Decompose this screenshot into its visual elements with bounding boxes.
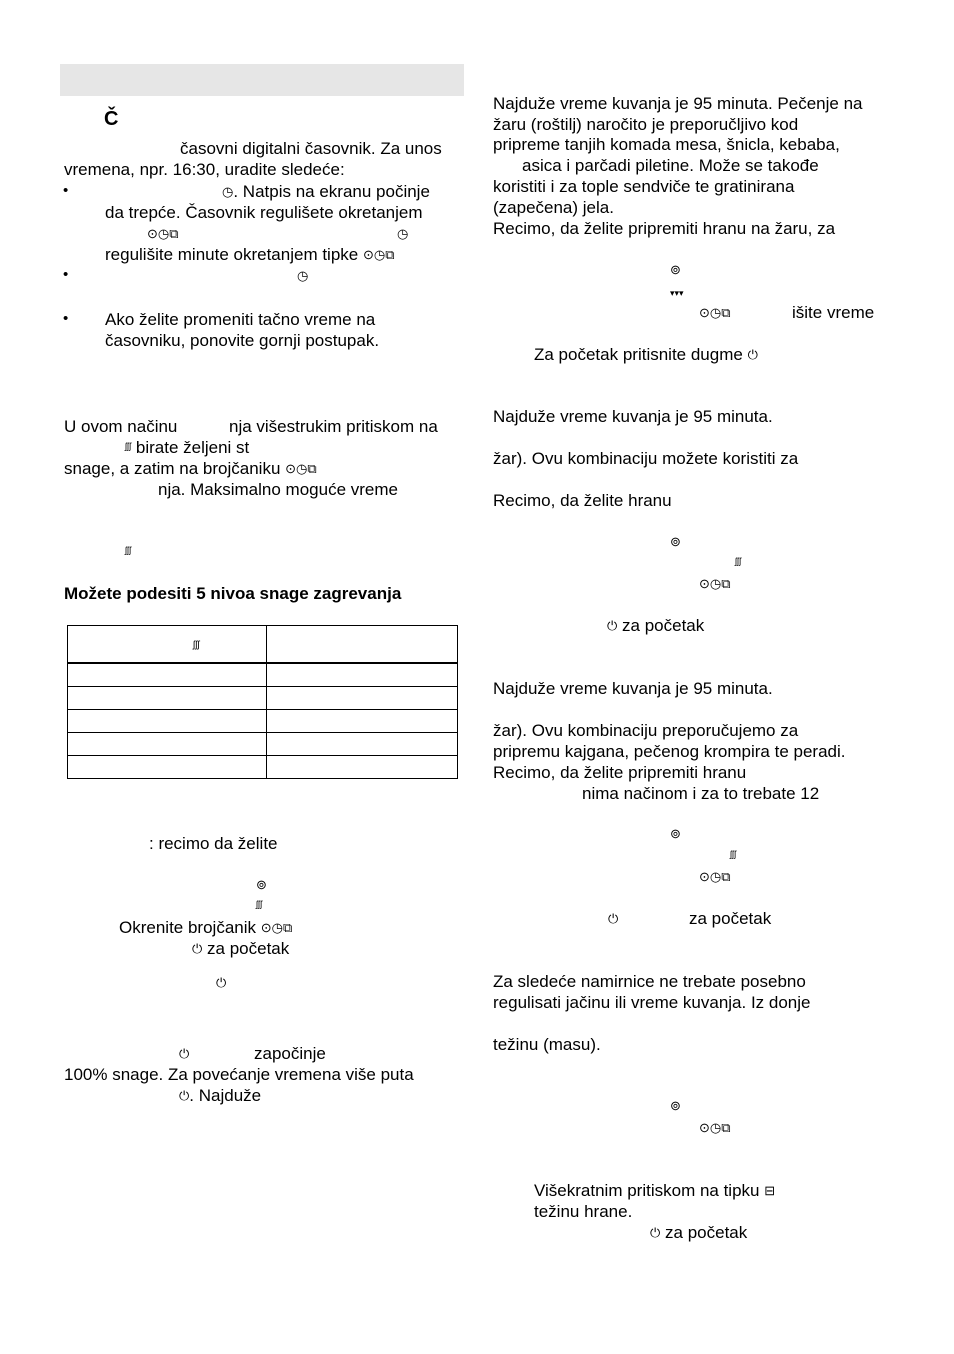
start-icon: ⏻ <box>608 911 619 926</box>
table-header-cell <box>267 626 458 664</box>
dial-icon: ⊙◷⧉ <box>699 305 731 320</box>
auto-line1: Za sledeće namirnice ne trebate posebno <box>493 972 806 991</box>
combi2-line1: Najduže vreme kuvanja je 95 minuta. <box>493 679 773 698</box>
bullet-1-line2: da trepće. Časovnik regulišete okretanjem <box>105 203 423 222</box>
clock-intro-line2: vremena, npr. 16:30, uradite sledeće: <box>64 160 345 179</box>
micro-icon: ⊚ <box>256 877 267 892</box>
grill-line7: Recimo, da želite pripremiti hranu na žaru, za <box>493 219 836 238</box>
bullet-1: • <box>63 182 69 199</box>
micro-icon: ⊚ <box>670 262 681 277</box>
example-line2 <box>256 874 267 895</box>
grill-line6: (zapečena) jela. <box>493 198 614 217</box>
bullet-3-line1: Ako želite promeniti tačno vreme na <box>105 310 376 329</box>
auto-step1 <box>670 1095 681 1116</box>
combi1-line1: Najduže vreme kuvanja je 95 minuta. <box>493 407 773 426</box>
start-icon: ⏻ <box>179 1088 190 1103</box>
bullet-1-line3-b <box>397 223 408 244</box>
clock-icon: ◷ <box>297 268 309 283</box>
start-icon: ⏻ <box>607 618 618 633</box>
combi2-line4: Recimo, da želite pripremiti hranu <box>493 763 747 782</box>
combi1-step4: ⏻ za početak <box>607 616 705 635</box>
combi1-step3 <box>699 573 731 594</box>
start-icon: ⏻ <box>179 1046 190 1061</box>
auto-line3: težinu (masu). <box>493 1035 601 1054</box>
grill-icon: ▾▾▾ <box>670 288 684 298</box>
dial-icon: ⊙◷⧉ <box>699 1120 731 1135</box>
table-row <box>68 710 458 733</box>
clock-icon: ◷ <box>222 184 234 199</box>
power-levels-heading: Možete podesiti 5 nivoa snage zagrevanja <box>64 584 402 603</box>
bullet-1-line4: regulišite minute okretanjem tipke ⊙◷⧉ <box>105 245 395 264</box>
start-icon: ⏻ <box>650 1225 661 1240</box>
table-row <box>68 756 458 779</box>
dial-icon: ⊙◷⧉ <box>699 869 731 884</box>
micro-icon: ⊚ <box>670 826 681 841</box>
heat-icon: ᶴᶴᶴ <box>125 544 132 559</box>
example-line4: Okrenite brojčanik ⊙◷⧉ <box>119 918 293 937</box>
dial-icon: ⊙◷⧉ <box>147 226 179 241</box>
auto-line2: regulisati jačinu ili vreme kuvanja. Iz donje <box>493 993 811 1012</box>
quick-start-line1-icon <box>179 1043 189 1064</box>
grill-step3: išite vreme <box>792 303 875 322</box>
example-line6 <box>216 972 226 993</box>
dial-icon: ⊙◷⧉ <box>362 247 395 262</box>
start-icon: ⏻ <box>192 941 203 956</box>
grill-step2 <box>670 281 684 304</box>
grill-step3-icon <box>699 302 731 323</box>
combi2-step3 <box>699 866 731 887</box>
dial-icon: ⊙◷⧉ <box>699 576 731 591</box>
micro-icon: ⊚ <box>670 534 681 549</box>
bullet-3-line2: časovniku, ponovite gornji postupak. <box>105 331 380 350</box>
grill-step4: Za početak pritisnite dugme ⏻ <box>534 345 758 364</box>
bullet-1-line3 <box>147 223 179 244</box>
example-line3 <box>256 895 262 916</box>
grill-line1: Najduže vreme kuvanja je 95 minuta. Pečenje na <box>493 94 863 113</box>
heat-icon: ᶴᶴᶴ <box>193 638 200 654</box>
clock-intro-line1: časovni digitalni časovnik. Za unos <box>180 139 442 158</box>
auto-step3: Višekratnim pritiskom na tipku ⊟ <box>534 1181 776 1200</box>
dial-icon: ⊙◷⧉ <box>260 920 293 935</box>
quick-start-line2: 100% snage. Za povećanje vremena više puta <box>64 1065 414 1084</box>
example-line1: : recimo da želite <box>149 834 278 853</box>
bullet-2: • <box>63 266 69 283</box>
weight-icon: ⊟ <box>764 1183 776 1198</box>
auto-step4: težinu hrane. <box>534 1202 633 1221</box>
grill-line5: koristiti i za tople sendviče te gratinirana <box>493 177 795 196</box>
bullet-3: • <box>63 310 69 327</box>
dial-icon: ⊙◷⧉ <box>285 461 317 476</box>
combi1-step2 <box>735 552 741 573</box>
combi1-line2: žar). Ovu kombinaciju možete koristiti za <box>493 449 799 468</box>
auto-step5: ⏻ za početak <box>650 1223 748 1242</box>
bullet-1-line1: ◷. Natpis na ekranu počinje <box>222 182 430 201</box>
heat-icon: ᶴᶴᶴ <box>125 440 132 455</box>
quick-start-line3: ⏻. Najduže <box>179 1086 262 1105</box>
example-line5: ⏻ za početak <box>192 939 290 958</box>
start-icon: ⏻ <box>216 975 227 990</box>
combi1-line3: Recimo, da želite hranu <box>493 491 672 510</box>
table-row <box>68 733 458 756</box>
table-row <box>68 663 458 687</box>
section-header-band <box>60 64 464 96</box>
auto-step2 <box>699 1117 731 1138</box>
combi2-line5: nima načinom i za to trebate 12 <box>582 784 820 803</box>
bullet-2-line1 <box>297 265 308 286</box>
heat-icon: ᶴᶴᶴ <box>730 848 737 863</box>
micro-line3: snage, a zatim na brojčaniku ⊙◷⧉ <box>64 459 317 478</box>
power-level-table <box>67 625 458 779</box>
combi2-step4: za početak <box>689 909 772 928</box>
start-icon: ⏻ <box>747 347 758 362</box>
quick-start-line1: započinje <box>254 1044 326 1063</box>
micro-icon: ⊚ <box>670 1098 681 1113</box>
combi2-step2 <box>730 845 736 866</box>
grill-line4: asica i parčadi piletine. Može se takođe <box>522 156 819 175</box>
grill-step1 <box>670 259 681 280</box>
table-header-cell <box>68 626 267 664</box>
micro-line1a: U ovom načinu <box>64 417 178 436</box>
heat-icon-line <box>125 541 131 562</box>
combi2-line3: pripremu kajgana, pečenog krompira te peradi. <box>493 742 846 761</box>
combi2-step1 <box>670 823 681 844</box>
micro-line4: nja. Maksimalno moguće vreme <box>158 480 398 499</box>
clock-icon: ◷ <box>397 226 409 241</box>
heat-icon: ᶴᶴᶴ <box>256 898 263 913</box>
micro-line1b: nja višestrukim pritiskom na <box>229 417 438 436</box>
combi2-line2: žar). Ovu kombinaciju preporučujemo za <box>493 721 799 740</box>
micro-line2: ᶴᶴᶴ birate željeni st <box>125 438 250 457</box>
table-header-row <box>68 626 458 664</box>
grill-line2: žaru (roštilj) naročito je preporučljivo kod <box>493 115 799 134</box>
section-heading: Č <box>104 108 119 130</box>
table-row <box>68 687 458 710</box>
combi2-step4-icon <box>608 908 618 929</box>
heat-icon: ᶴᶴᶴ <box>735 555 742 570</box>
combi1-step1 <box>670 531 681 552</box>
grill-line3: pripreme tanjih komada mesa, šnicla, kebaba, <box>493 135 840 154</box>
